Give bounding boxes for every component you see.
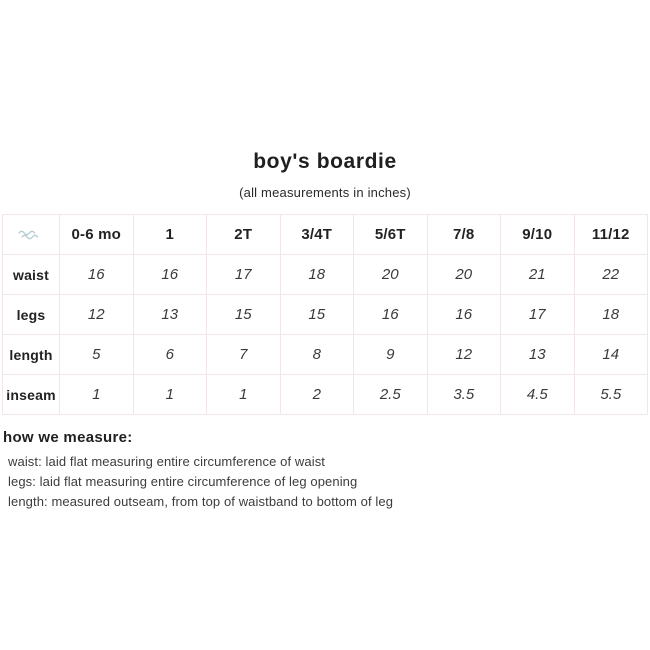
waves-icon <box>3 228 59 241</box>
cell-value: 1 <box>60 375 134 415</box>
table-row-length <box>3 335 648 375</box>
cell-value: 1 <box>207 375 281 415</box>
row-label-waist: waist <box>3 255 60 295</box>
chart-header <box>0 0 650 200</box>
cell-value: 5.5 <box>574 375 648 415</box>
table-row-inseam <box>3 375 648 415</box>
cell-value: 20 <box>354 255 428 295</box>
cell-value: 17 <box>501 295 575 335</box>
cell-value: 18 <box>280 255 354 295</box>
row-label-inseam: inseam <box>3 375 60 415</box>
cell-value: 15 <box>280 295 354 335</box>
cell-value: 4.5 <box>501 375 575 415</box>
column-header-3-4t: 3/4T <box>280 215 354 255</box>
cell-value: 2 <box>280 375 354 415</box>
note-waist: waist: laid flat measuring entire circumference of waist <box>8 454 326 469</box>
cell-value: 3.5 <box>427 375 501 415</box>
cell-value: 16 <box>354 295 428 335</box>
cell-value: 13 <box>133 295 207 335</box>
note-legs: legs: laid flat measuring entire circumference of leg opening <box>8 474 358 489</box>
cell-value: 15 <box>207 295 281 335</box>
corner-cell <box>3 215 60 255</box>
row-label-legs: legs <box>3 295 60 335</box>
column-header-2t: 2T <box>207 215 281 255</box>
column-header-11-12: 11/12 <box>574 215 648 255</box>
cell-value: 7 <box>207 335 281 375</box>
cell-value: 5 <box>60 335 134 375</box>
column-header-1: 1 <box>133 215 207 255</box>
table-row-waist <box>3 255 648 295</box>
note-length: length: measured outseam, from top of waistband to bottom of leg <box>8 494 394 509</box>
cell-value: 16 <box>427 295 501 335</box>
size-chart-table <box>2 214 648 415</box>
cell-value: 13 <box>501 335 575 375</box>
column-header-7-8: 7/8 <box>427 215 501 255</box>
column-header-5-6t: 5/6T <box>354 215 428 255</box>
cell-value: 22 <box>574 255 648 295</box>
row-label-length: length <box>3 335 60 375</box>
cell-value: 12 <box>427 335 501 375</box>
cell-value: 16 <box>60 255 134 295</box>
column-header-9-10: 9/10 <box>501 215 575 255</box>
table-header-row <box>3 215 648 255</box>
cell-value: 8 <box>280 335 354 375</box>
column-header-0-6mo: 0-6 mo <box>60 215 134 255</box>
cell-value: 14 <box>574 335 648 375</box>
table-row-legs <box>3 295 648 335</box>
cell-value: 2.5 <box>354 375 428 415</box>
cell-value: 1 <box>133 375 207 415</box>
cell-value: 9 <box>354 335 428 375</box>
cell-value: 17 <box>207 255 281 295</box>
cell-value: 12 <box>60 295 134 335</box>
cell-value: 16 <box>133 255 207 295</box>
cell-value: 18 <box>574 295 648 335</box>
page-title: boy's boardie <box>253 150 397 173</box>
cell-value: 20 <box>427 255 501 295</box>
cell-value: 21 <box>501 255 575 295</box>
notes-heading: how we measure: <box>3 429 133 446</box>
page-subtitle: (all measurements in inches) <box>239 185 411 200</box>
cell-value: 6 <box>133 335 207 375</box>
measurement-notes <box>3 429 650 512</box>
